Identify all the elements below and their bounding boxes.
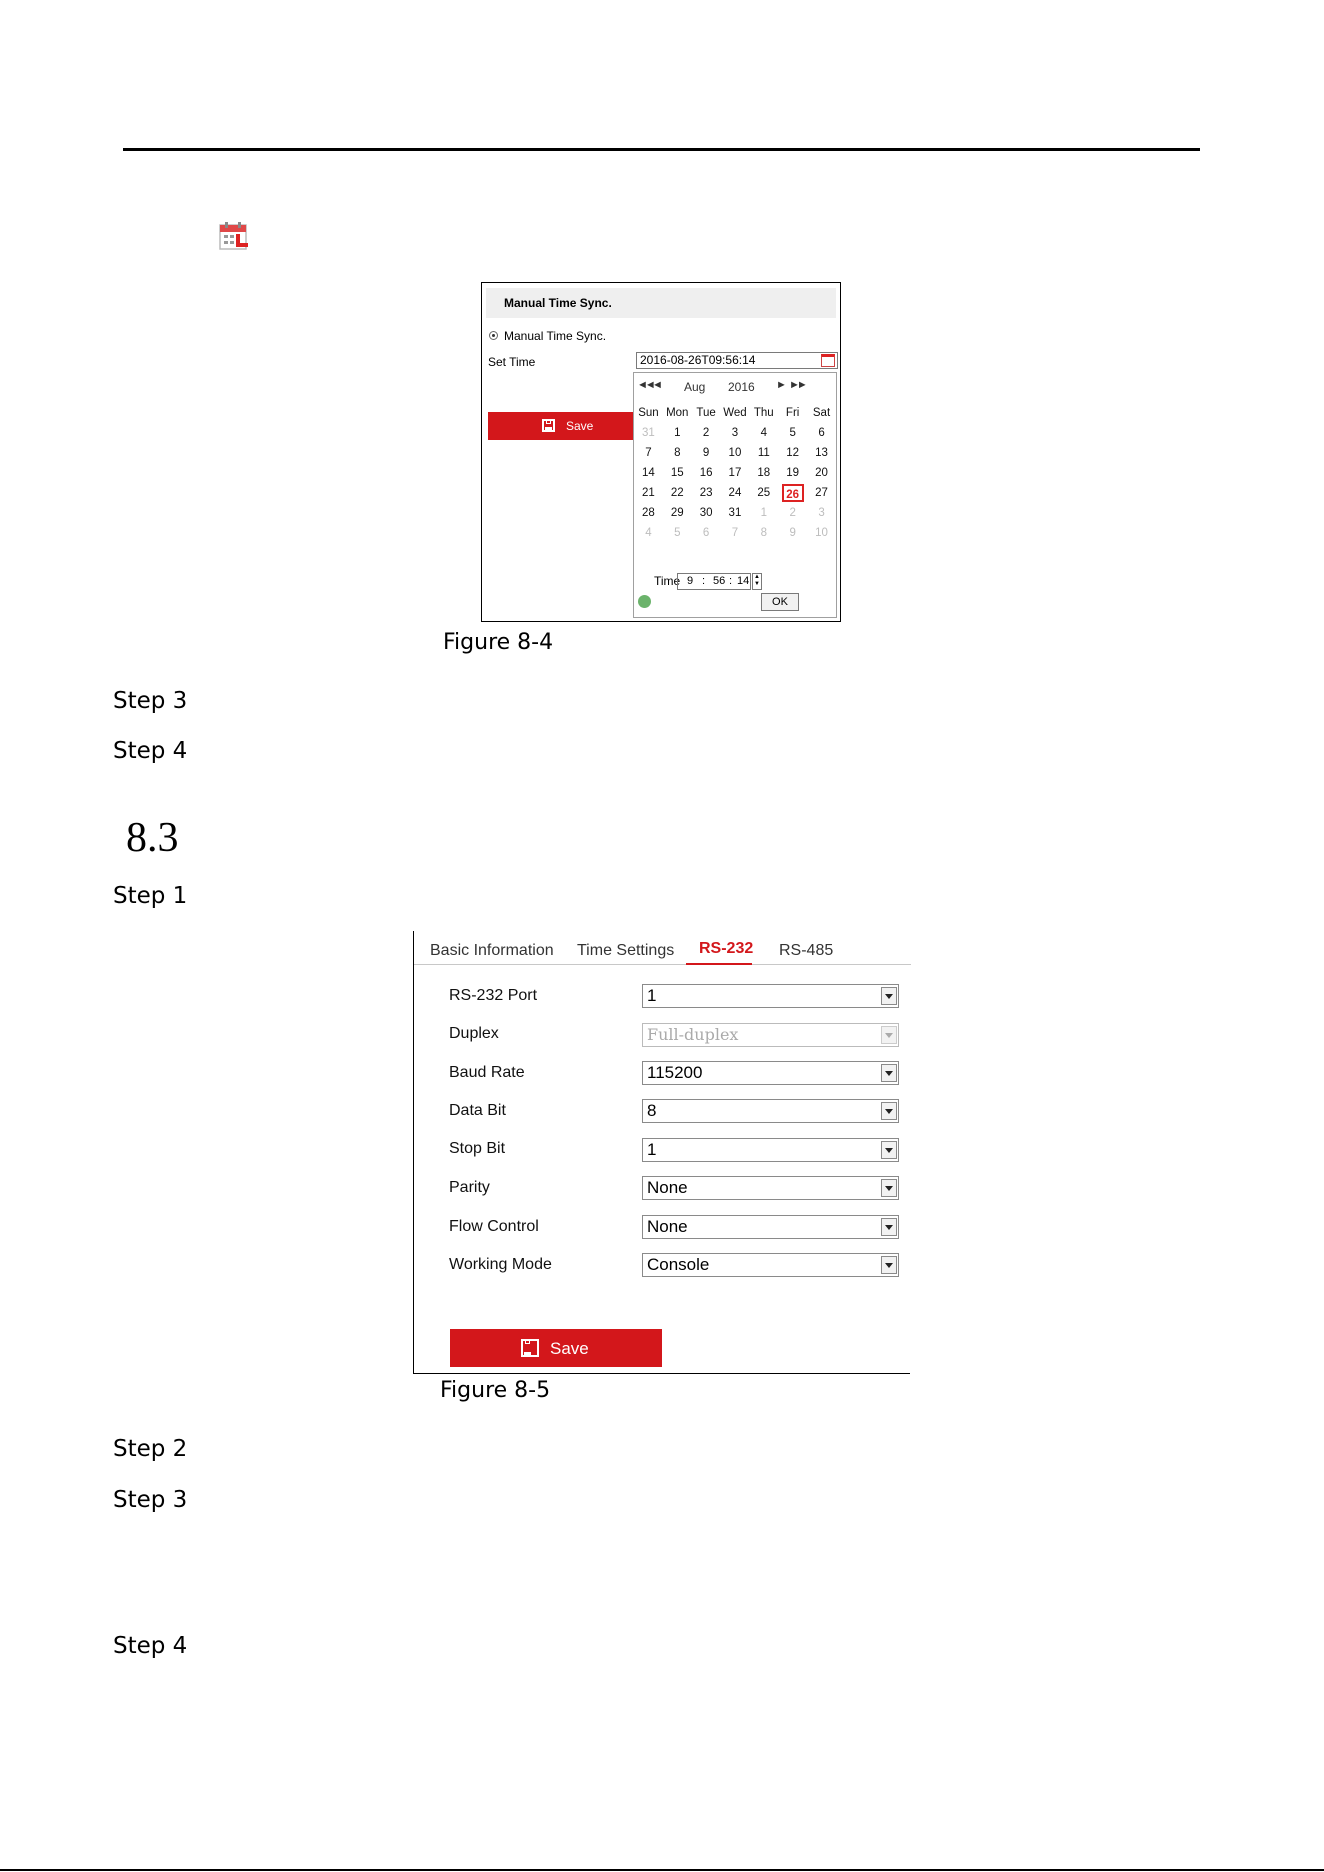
flow-control-select[interactable] (642, 1215, 899, 1239)
header-rule (123, 148, 1200, 151)
time-separator: : (729, 575, 733, 587)
calendar-day[interactable]: 6 (818, 427, 825, 439)
calendar-day[interactable]: 25 (757, 487, 771, 499)
calendar-day[interactable]: 15 (670, 467, 684, 479)
weekday-label: Sun (638, 407, 659, 419)
calendar-day[interactable]: 9 (789, 527, 796, 539)
calendar-day[interactable]: 18 (757, 467, 771, 479)
step-label: Step 3 (113, 688, 188, 714)
tab-time-settings[interactable]: Time Settings (577, 942, 675, 959)
calendar-day[interactable]: 29 (670, 507, 684, 519)
save-disk-icon (542, 419, 555, 432)
ok-button[interactable]: OK (761, 593, 799, 611)
weekday-label: Thu (753, 407, 774, 419)
baud-rate-select[interactable] (642, 1061, 899, 1085)
calendar-day[interactable]: 21 (642, 487, 655, 499)
calendar-day[interactable]: 4 (645, 527, 652, 539)
calendar-day[interactable]: 8 (674, 447, 681, 459)
field-label: Stop Bit (449, 1140, 506, 1157)
save-button[interactable] (488, 412, 635, 440)
calendar-day[interactable]: 22 (670, 487, 684, 499)
calendar-day[interactable]: 4 (760, 427, 767, 439)
step-label: Step 4 (113, 738, 188, 764)
calendar-day[interactable]: 28 (642, 507, 655, 519)
save-button-label: Save (566, 419, 594, 433)
calendar-week-row (634, 483, 836, 503)
calendar-day[interactable]: 11 (757, 447, 770, 459)
chevron-down-icon (881, 1026, 897, 1044)
tab-basic-information[interactable]: Basic Information (430, 942, 554, 959)
weekday-label: Wed (723, 407, 747, 419)
manual-time-sync-radio[interactable] (489, 331, 498, 340)
field-label: Baud Rate (449, 1064, 525, 1081)
field-label: RS-232 Port (449, 987, 538, 1004)
calendar-day[interactable]: 31 (728, 507, 742, 519)
radio-label: Manual Time Sync. (504, 329, 607, 343)
calendar-icon (218, 221, 252, 251)
tab-rs485[interactable]: RS-485 (779, 942, 834, 959)
select-value: Full-duplex (647, 1025, 739, 1044)
parity-select[interactable] (642, 1176, 899, 1200)
time-spinner[interactable] (752, 573, 762, 590)
calendar-day[interactable]: 7 (731, 527, 739, 539)
calendar-day[interactable]: 10 (728, 447, 742, 459)
calendar-day-selected[interactable] (778, 483, 807, 503)
duplex-select (642, 1023, 899, 1047)
select-value: 8 (647, 1101, 657, 1120)
chevron-down-icon[interactable] (881, 1141, 897, 1159)
calendar-week-row (634, 523, 836, 543)
field-label: Data Bit (449, 1102, 506, 1119)
set-time-label: Set Time (488, 355, 536, 369)
calendar-day[interactable]: 1 (760, 507, 767, 519)
weekday-label: Mon (666, 407, 689, 419)
calendar-day[interactable]: 19 (786, 467, 800, 479)
figure-8-4-caption: Figure 8-4 (443, 630, 554, 655)
manual-time-sync-panel (481, 282, 841, 622)
tab-rs232[interactable]: RS-232 (699, 940, 754, 957)
panel-title: Manual Time Sync. (504, 296, 612, 310)
weekday-label: Tue (696, 407, 716, 419)
save-button[interactable] (450, 1329, 662, 1367)
calendar-day[interactable]: 13 (815, 447, 828, 459)
field-label: Flow Control (449, 1218, 539, 1235)
calendar-week-row (634, 503, 836, 523)
weekday-header-row (634, 403, 836, 423)
calendar-day[interactable]: 10 (815, 527, 828, 539)
figure-8-5-caption: Figure 8-5 (440, 1378, 551, 1403)
select-value: Console (647, 1255, 710, 1274)
calendar-day[interactable]: 2 (789, 507, 796, 519)
calendar-day[interactable]: 14 (642, 467, 655, 479)
calendar-day[interactable]: 6 (702, 527, 710, 539)
chevron-down-icon[interactable] (881, 1179, 897, 1197)
working-mode-select[interactable] (642, 1253, 899, 1277)
chevron-down-icon[interactable] (881, 1102, 897, 1120)
calendar-day[interactable]: 23 (699, 487, 713, 499)
calendar-week-row (634, 443, 836, 463)
calendar-day[interactable]: 5 (789, 427, 796, 439)
calendar-day[interactable]: 30 (699, 507, 713, 519)
active-tab-indicator (686, 963, 752, 965)
step-label: Step 3 (113, 1487, 188, 1513)
weekday-label: Fri (785, 407, 800, 419)
section-number: 8.3 (126, 815, 179, 861)
chevron-down-icon[interactable] (881, 987, 897, 1005)
next-month-button[interactable]: ► (776, 379, 787, 391)
second-value[interactable]: 14 (737, 575, 750, 587)
minute-value[interactable]: 56 (713, 575, 726, 587)
select-value: 115200 (647, 1063, 703, 1082)
step-label: Step 1 (113, 883, 188, 909)
select-value: 1 (647, 986, 657, 1005)
spin-down-icon[interactable]: ▼ (754, 581, 760, 587)
time-separator: : (702, 575, 706, 587)
footer-rule (0, 1869, 1324, 1871)
data-bit-select[interactable] (642, 1099, 899, 1123)
date-picker-popup (633, 372, 837, 618)
prev-year-button[interactable]: ◄◄ (637, 379, 653, 391)
calendar-day[interactable]: 31 (642, 427, 655, 439)
calendar-day[interactable]: 3 (731, 427, 739, 439)
set-time-input[interactable] (636, 352, 838, 369)
month-selector[interactable]: Aug (684, 380, 706, 394)
calendar-day[interactable]: 24 (728, 487, 742, 499)
stop-bit-select[interactable] (642, 1138, 899, 1162)
calendar-day[interactable]: 16 (699, 467, 713, 479)
step-label: Step 4 (113, 1633, 188, 1659)
chevron-down-icon[interactable] (881, 1256, 897, 1274)
panel-header (486, 288, 836, 318)
chevron-down-icon[interactable] (881, 1064, 897, 1082)
calendar-day[interactable]: 12 (786, 447, 800, 459)
calendar-week-row (634, 463, 836, 483)
calendar-day[interactable]: 5 (674, 527, 681, 539)
calendar-day[interactable]: 1 (674, 427, 681, 439)
calendar-day[interactable]: 17 (728, 467, 742, 479)
field-label: Working Mode (449, 1256, 552, 1273)
select-value: None (647, 1178, 688, 1197)
calendar-day[interactable]: 27 (815, 487, 828, 499)
calendar-day[interactable]: 7 (645, 447, 652, 459)
save-disk-icon (521, 1339, 539, 1357)
calendar-day[interactable]: 8 (760, 527, 767, 539)
calendar-picker-icon[interactable] (821, 354, 835, 367)
calendar-day[interactable]: 9 (702, 447, 710, 459)
save-button-label: Save (550, 1339, 589, 1358)
field-label: Duplex (449, 1025, 499, 1042)
select-value: None (647, 1217, 688, 1236)
spin-up-icon[interactable]: ▲ (754, 574, 760, 580)
weekday-label: Sat (812, 407, 831, 419)
hour-value[interactable]: 9 (687, 575, 694, 587)
selected-day-label: 26 (782, 484, 804, 502)
calendar-day[interactable]: 20 (815, 467, 828, 479)
rs232-port-select[interactable] (642, 984, 899, 1008)
select-value: 1 (647, 1140, 657, 1159)
year-selector[interactable]: 2016 (728, 380, 755, 394)
calendar-day[interactable]: 2 (702, 427, 710, 439)
field-label: Parity (449, 1179, 490, 1196)
calendar-week-row (634, 423, 836, 443)
prev-month-button[interactable]: ◄ (652, 379, 663, 391)
set-time-value: 2016-08-26T09:56:14 (640, 353, 756, 367)
calendar-day[interactable]: 3 (818, 507, 825, 519)
tab-divider (414, 964, 911, 965)
rs232-settings-panel (413, 931, 910, 1374)
chevron-down-icon[interactable] (881, 1218, 897, 1236)
step-label: Step 2 (113, 1436, 188, 1462)
time-label: Time (654, 574, 681, 588)
next-year-button[interactable]: ►► (789, 379, 805, 391)
time-input[interactable] (677, 573, 751, 590)
today-icon[interactable] (638, 595, 651, 608)
calendar-grid (634, 403, 836, 543)
